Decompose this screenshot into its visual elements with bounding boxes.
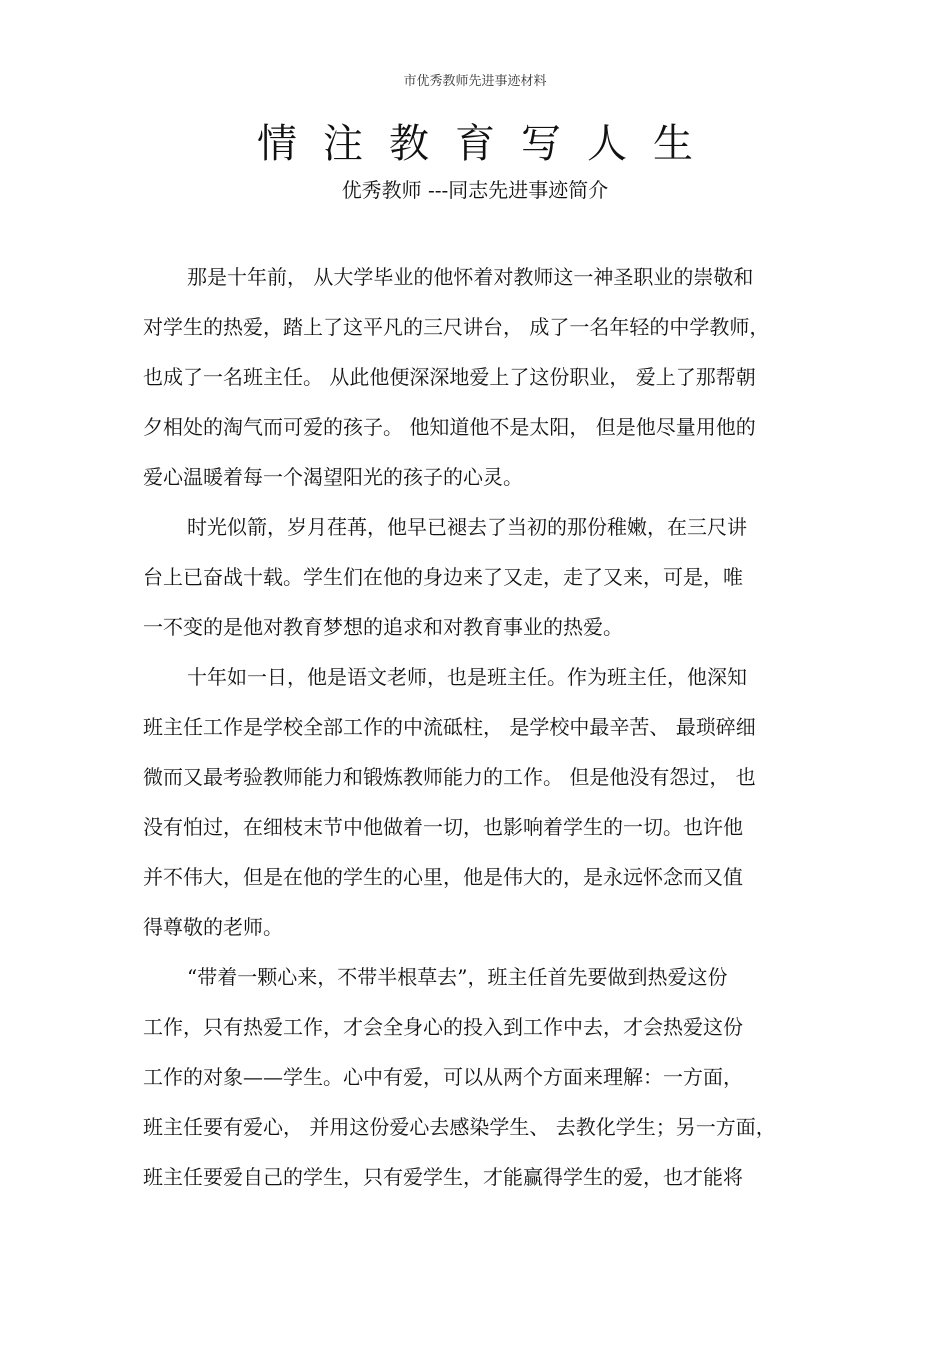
body-line: 微而又最考验教师能力和锻炼教师能力的工作。 但是他没有怨过， 也 xyxy=(143,765,756,789)
body-line: 得尊敬的老师。 xyxy=(143,915,283,939)
body-line: 并不伟大，但是在他的学生的心里，他是伟大的，是永远怀念而又值 xyxy=(143,865,743,889)
body-line: 没有怕过，在细枝末节中他做着一切，也影响着学生的一切。也许他 xyxy=(143,815,743,839)
document-title: 情注教育写人生 xyxy=(257,121,719,167)
body-line: 对学生的热爱，踏上了这平凡的三尺讲台， 成了一名年轻的中学教师， xyxy=(143,315,770,339)
body-line: 也成了一名班主任。 从此他便深深地爱上了这份职业， 爱上了那帮朝 xyxy=(143,365,756,389)
body-line: 工作，只有热爱工作，才会全身心的投入到工作中去，才会热爱这份 xyxy=(143,1015,743,1039)
body-line: 工作的对象——学生。心中有爱，可以从两个方面来理解：一方面， xyxy=(143,1065,743,1089)
body-line: 夕相处的淘气而可爱的孩子。 他知道他不是太阳， 但是他尽量用他的 xyxy=(143,415,756,439)
body-line: 那是十年前， 从大学毕业的他怀着对教师这一神圣职业的崇敬和 xyxy=(187,265,754,289)
body-line: “带着一颗心来，不带半根草去”，班主任首先要做到热爱这份 xyxy=(187,965,728,989)
body-line: 班主任要有爱心， 并用这份爱心去感染学生、 去教化学生；另一方面， xyxy=(143,1115,776,1139)
body-line: 班主任要爱自己的学生，只有爱学生，才能赢得学生的爱，也才能将 xyxy=(143,1165,743,1189)
body-line: 一不变的是他对教育梦想的追求和对教育事业的热爱。 xyxy=(143,615,623,639)
body-line: 班主任工作是学校全部工作的中流砥柱， 是学校中最辛苦、 最琐碎细 xyxy=(143,715,756,739)
body-line: 十年如一日，他是语文老师，也是班主任。作为班主任，他深知 xyxy=(187,665,747,689)
document-subtitle: 优秀教师 ---同志先进事迹简介 xyxy=(341,178,609,202)
body-line: 台上已奋战十载。学生们在他的身边来了又走，走了又来，可是，唯 xyxy=(143,565,743,589)
body-line: 时光似箭，岁月荏苒，他早已褪去了当初的那份稚嫩，在三尺讲 xyxy=(187,515,747,539)
body-line: 爱心温暖着每一个渴望阳光的孩子的心灵。 xyxy=(143,465,523,489)
page-header: 市优秀教师先进事迹材料 xyxy=(403,74,547,89)
